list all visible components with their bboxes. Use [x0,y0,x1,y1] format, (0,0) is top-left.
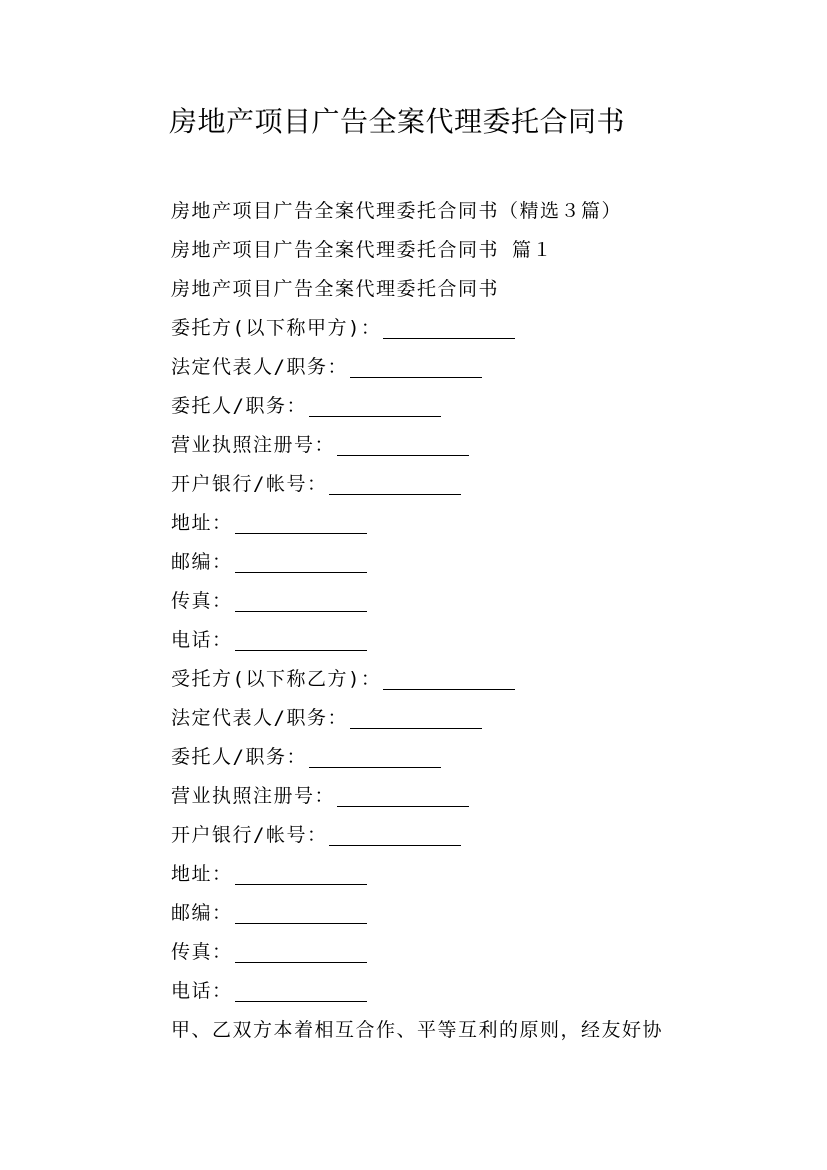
party-a-field [171,582,731,621]
field-label: 法定代表人/职务： [171,707,348,729]
field-label: 营业执照注册号： [171,434,336,456]
blank-field [235,630,367,651]
blank-field [337,435,469,456]
party-a-field [171,348,731,387]
blank-field [235,591,367,612]
blank-field [350,708,482,729]
party-b-heading: 受托方(以下称乙方)： [171,668,382,690]
blank-field [235,903,367,924]
blank-field [235,513,367,534]
field-label: 电话： [171,980,233,1002]
blank-field [383,318,515,339]
blank-field [383,669,515,690]
party-b-heading-line [171,660,731,699]
party-b-field [171,894,731,933]
field-label: 开户银行/帐号： [171,473,328,495]
party-b-field [171,855,731,894]
field-label: 传真： [171,941,233,963]
party-b-field [171,933,731,972]
party-a-field [171,621,731,660]
field-label: 法定代表人/职务： [171,356,348,378]
party-a-field [171,504,731,543]
field-label: 传真： [171,590,233,612]
blank-field [235,552,367,573]
field-label: 电话： [171,629,233,651]
document-title: 房地产项目广告全案代理委托合同书 [169,105,626,138]
field-label: 委托人/职务： [171,395,307,417]
party-b-field [171,972,731,1011]
closing-paragraph-line: 甲、乙双方本着相互合作、平等互利的原则，经友好协 [171,1019,664,1041]
party-a-field [171,543,731,582]
party-b-field [171,699,731,738]
field-label: 地址： [171,512,233,534]
blank-field [235,981,367,1002]
party-b-field [171,777,731,816]
intro-line: 房地产项目广告全案代理委托合同书 [171,278,500,300]
blank-field [350,357,482,378]
party-a-field [171,465,731,504]
field-label: 委托人/职务： [171,746,307,768]
blank-field [329,474,461,495]
intro-line: 房地产项目广告全案代理委托合同书（精选３篇） [171,200,623,222]
blank-field [329,825,461,846]
blank-field [235,942,367,963]
party-a-heading-line [171,309,731,348]
blank-field [309,747,441,768]
field-label: 开户银行/帐号： [171,824,328,846]
field-label: 地址： [171,863,233,885]
party-a-field [171,387,731,426]
party-a-field [171,426,731,465]
blank-field [235,864,367,885]
intro-line: 房地产项目广告全案代理委托合同书 篇１ [171,239,553,261]
party-b-field [171,738,731,777]
field-label: 邮编： [171,902,233,924]
field-label: 营业执照注册号： [171,785,336,807]
party-a-heading: 委托方(以下称甲方)： [171,317,382,339]
field-label: 邮编： [171,551,233,573]
blank-field [309,396,441,417]
document-body [171,192,731,1050]
blank-field [337,786,469,807]
party-b-field [171,816,731,855]
